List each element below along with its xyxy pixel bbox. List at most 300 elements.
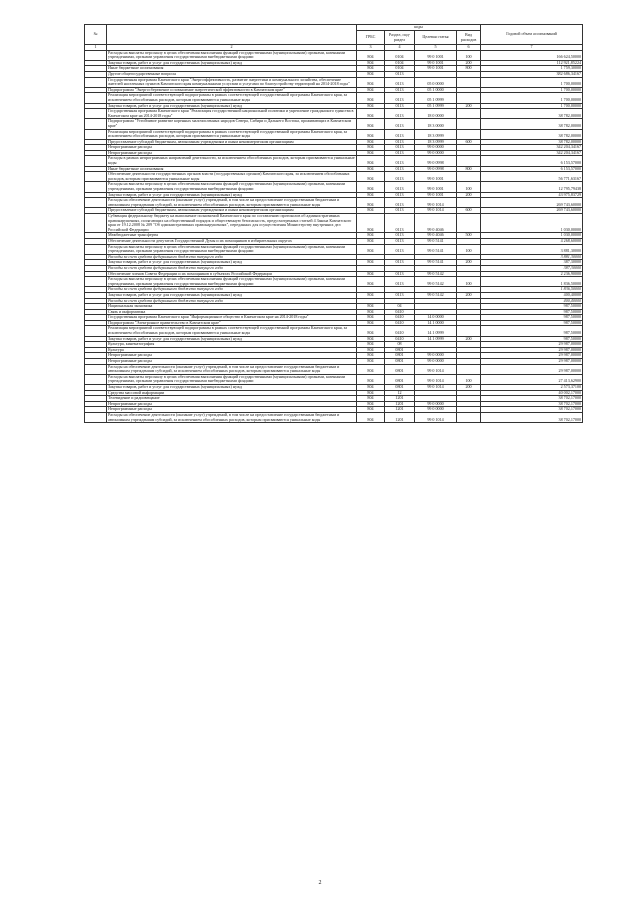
cell-volume: 38 782,00000 bbox=[481, 129, 583, 139]
cell-name: Иные бюджетные ассигнования bbox=[107, 66, 357, 72]
cell-grbs: 804 bbox=[357, 119, 385, 129]
table-row bbox=[85, 374, 583, 384]
cell-razdel: 0113 bbox=[385, 233, 415, 239]
cell-grbs: 804 bbox=[357, 198, 385, 208]
cell-razdel: 0113 bbox=[385, 271, 415, 277]
cell-vid bbox=[457, 156, 481, 166]
cell-razdel: 0113 bbox=[385, 208, 415, 214]
cell-num bbox=[85, 129, 107, 139]
table-row bbox=[85, 109, 583, 119]
cell-num bbox=[85, 172, 107, 182]
cell-statya: 99 0 0000 bbox=[415, 150, 457, 156]
cell-razdel: 0410 bbox=[385, 320, 415, 326]
cell-grbs: 804 bbox=[357, 385, 385, 391]
cell-grbs: 804 bbox=[357, 407, 385, 413]
cell-razdel: 0801 bbox=[385, 347, 415, 353]
col-index: 5 bbox=[415, 45, 457, 51]
cell-volume: 38 702,17000 bbox=[481, 412, 583, 422]
cell-name: Культура, кинематография bbox=[107, 342, 357, 348]
cell-num bbox=[85, 244, 107, 254]
cell-vid bbox=[457, 412, 481, 422]
cell-volume: 1 759,30000 bbox=[481, 66, 583, 72]
cell-razdel: 0801 bbox=[385, 385, 415, 391]
cell-vid: 800 bbox=[457, 66, 481, 72]
cell-name: Подпрограмма "Энергосбережение и повышение энергетической эффективности в Камчатском крае" bbox=[107, 87, 357, 93]
cell-name: Предоставление субсидий бюджетным, автономным учреждениям и иным некоммерческим организациям bbox=[107, 139, 357, 145]
cell-statya: 14 1 0999 bbox=[415, 326, 457, 336]
cell-grbs: 804 bbox=[357, 156, 385, 166]
cell-name: Расходы за счет средств федерального бюджета текущего года bbox=[107, 265, 357, 271]
cell-statya: 99 0 5142 bbox=[415, 292, 457, 298]
cell-name: Закупка товаров, работ и услуг для государственных (муниципальных) нужд bbox=[107, 60, 357, 66]
cell-razdel: 0113 bbox=[385, 87, 415, 93]
cell-name: Национальная экономика bbox=[107, 304, 357, 310]
cell-name: Предоставление субсидий бюджетным, автономным учреждениям и иным некоммерческим организациям bbox=[107, 208, 357, 214]
cell-volume: 4 268,60000 bbox=[481, 238, 583, 244]
cell-volume: 29 987,00000 bbox=[481, 347, 583, 353]
cell-num bbox=[85, 119, 107, 129]
cell-vid: 200 bbox=[457, 60, 481, 66]
cell-volume: 382 686,34167 bbox=[481, 71, 583, 77]
cell-name: Непрограммные расходы bbox=[107, 353, 357, 359]
cell-grbs: 804 bbox=[357, 396, 385, 402]
cell-volume: 1 700,00000 bbox=[481, 103, 583, 109]
cell-vid: 600 bbox=[457, 139, 481, 145]
cell-volume: 342 204,34167 bbox=[481, 150, 583, 156]
cell-grbs: 804 bbox=[357, 260, 385, 266]
cell-vid: 200 bbox=[457, 103, 481, 109]
cell-volume: 166 624,50000 bbox=[481, 50, 583, 60]
cell-name: Расходы за счет средств федерального бюджета текущего года bbox=[107, 287, 357, 293]
cell-grbs: 804 bbox=[357, 87, 385, 93]
cell-vid bbox=[457, 172, 481, 182]
table-row bbox=[85, 50, 583, 60]
cell-name: Обеспечение членов Совета Федерации и их помощников в субъектах Российской Федерации bbox=[107, 271, 357, 277]
cell-grbs: 804 bbox=[357, 66, 385, 72]
cell-num bbox=[85, 326, 107, 336]
cell-razdel: 1201 bbox=[385, 412, 415, 422]
cell-volume: 987,50000 bbox=[481, 320, 583, 326]
cell-name: Расходы за счет средств федерального бюджета текущего года bbox=[107, 298, 357, 304]
col-index: 3 bbox=[357, 45, 385, 51]
cell-statya: 99 0 0998 bbox=[415, 156, 457, 166]
cell-volume: 29 987,00000 bbox=[481, 364, 583, 374]
cell-razdel: 0113 bbox=[385, 93, 415, 103]
cell-razdel: 0113 bbox=[385, 244, 415, 254]
col-statya-header: Целевая статья bbox=[415, 31, 457, 45]
cell-volume: 56 771,63167 bbox=[481, 172, 583, 182]
cell-name: Иные бюджетные ассигнования bbox=[107, 166, 357, 172]
cell-razdel: 0113 bbox=[385, 214, 415, 233]
col-name-header bbox=[107, 25, 357, 45]
cell-num bbox=[85, 364, 107, 374]
cell-name: Государственная программа Камчатского края "Реализация государственной национальной политики и укрепление гражданского единства в Камчатском крае на 2014-2018 годы" bbox=[107, 109, 357, 119]
cell-vid: 200 bbox=[457, 260, 481, 266]
cell-name: Непрограммные расходы bbox=[107, 359, 357, 365]
cell-grbs: 804 bbox=[357, 60, 385, 66]
cell-razdel: 0113 bbox=[385, 71, 415, 77]
cell-grbs: 804 bbox=[357, 304, 385, 310]
cell-grbs: 804 bbox=[357, 71, 385, 77]
cell-name: Государственная программа Камчатского края "Информационное общество в Камчатском крае на 2014-2018 годы" bbox=[107, 315, 357, 321]
cell-razdel: 1201 bbox=[385, 396, 415, 402]
cell-volume: 38 702,17000 bbox=[481, 401, 583, 407]
cell-name: Обеспечение деятельности депутатов Государственной Думы и их помощников в избирательных округах bbox=[107, 238, 357, 244]
cell-grbs: 804 bbox=[357, 172, 385, 182]
cell-name: Другие общегосударственные вопросы bbox=[107, 71, 357, 77]
cell-vid bbox=[457, 77, 481, 87]
cell-statya: 99 0 0000 bbox=[415, 353, 457, 359]
cell-statya: 99 0 1014 bbox=[415, 374, 457, 384]
cell-name: Межбюджетные трансферты bbox=[107, 233, 357, 239]
cell-volume: 1 836,50000 bbox=[481, 287, 583, 293]
cell-name: Расходы на выплаты персоналу в целях обеспечения выполнения функций государственными (муниципальными) органами, казенными учреждениями, органами управления государственными внебюджетными фондами bbox=[107, 50, 357, 60]
table-row bbox=[85, 412, 583, 422]
cell-vid: 200 bbox=[457, 292, 481, 298]
table-row bbox=[85, 326, 583, 336]
cell-name: Закупка товаров, работ и услуг для государственных (муниципальных) нужд bbox=[107, 336, 357, 342]
cell-statya: 99 0 5142 bbox=[415, 277, 457, 287]
cell-grbs: 804 bbox=[357, 192, 385, 198]
cell-num bbox=[85, 77, 107, 87]
cell-name: Расходы в рамках непрограммных направлений деятельности, за исключением обособленных расходов, которым присваиваются уникальные коды bbox=[108, 155, 355, 166]
col-vid-header: Вид расходов bbox=[457, 31, 481, 45]
cell-num bbox=[85, 93, 107, 103]
cell-statya: 99 0 5141 bbox=[415, 244, 457, 254]
cell-volume: 112 921,85224 bbox=[481, 60, 583, 66]
cell-name: Средства массовой информации bbox=[107, 390, 357, 396]
cell-vid bbox=[457, 326, 481, 336]
cell-vid bbox=[457, 364, 481, 374]
cell-statya: 14 1 0999 bbox=[415, 336, 457, 342]
col-volume-header: Годовой объем ассигнований bbox=[481, 25, 583, 45]
cell-volume: 1 700,00000 bbox=[481, 77, 583, 87]
cell-statya: 99 0 5141 bbox=[415, 238, 457, 244]
cell-statya: 18 3 0999 bbox=[415, 129, 457, 139]
cell-num bbox=[85, 412, 107, 422]
cell-vid bbox=[457, 119, 481, 129]
cell-vid bbox=[457, 129, 481, 139]
cell-razdel: 0801 bbox=[385, 364, 415, 374]
cell-grbs: 804 bbox=[357, 374, 385, 384]
cell-num bbox=[85, 374, 107, 384]
cell-name: Реализация мероприятий соответствующей подпрограммы в рамках соответствующей государственной программы Камчатского края, за исключением обособленных расходов, которым присваиваются уникальные коды bbox=[107, 326, 357, 336]
cell-statya: 99 0 1014 bbox=[415, 198, 457, 208]
cell-grbs: 804 bbox=[357, 320, 385, 326]
cell-razdel: 0104 bbox=[385, 50, 415, 60]
cell-razdel: 0113 bbox=[385, 145, 415, 151]
table-row bbox=[85, 214, 583, 233]
cell-volume: 6 153,57000 bbox=[481, 166, 583, 172]
cell-grbs: 804 bbox=[357, 233, 385, 239]
cell-razdel: 0113 bbox=[385, 182, 415, 192]
cell-volume: 987,50000 bbox=[481, 326, 583, 336]
cell-name: Расходы на выплаты персоналу в целях обеспечения выполнения функций государственными (муниципальными) органами, казенными учреждениями, органами управления государственными внебюджетными фондами bbox=[107, 182, 357, 192]
cell-razdel: 0113 bbox=[385, 292, 415, 298]
cell-grbs: 804 bbox=[357, 77, 385, 87]
cell-razdel: 04 bbox=[385, 304, 415, 310]
cell-name: Подпрограмма "Устойчивое развитие коренных малочисленных народов Севера, Сибири и Дальнего Востока, проживающих в Камчатском крае" bbox=[107, 119, 357, 129]
cell-statya: 99 0 0998 bbox=[415, 166, 457, 172]
cell-name: Непрограммные расходы bbox=[107, 145, 357, 151]
cell-statya: 99 0 0000 bbox=[415, 401, 457, 407]
cell-name: Культура bbox=[107, 347, 357, 353]
cell-volume: 38 702,17000 bbox=[481, 407, 583, 413]
cell-statya: 99 0 1001 bbox=[415, 182, 457, 192]
table-row bbox=[85, 364, 583, 374]
cell-volume: 40 002,17000 bbox=[481, 390, 583, 396]
cell-volume: 1 030,00000 bbox=[481, 214, 583, 233]
col-razdel-header: Раздел, под-раздел bbox=[385, 31, 415, 45]
cell-statya: 05 1 0999 bbox=[415, 103, 457, 109]
cell-razdel: 1201 bbox=[385, 401, 415, 407]
col-index: 2 bbox=[107, 45, 357, 51]
cell-razdel: 0113 bbox=[385, 277, 415, 287]
cell-vid: 200 bbox=[457, 336, 481, 342]
cell-num bbox=[85, 182, 107, 192]
cell-razdel: 0801 bbox=[385, 374, 415, 384]
cell-razdel: 0113 bbox=[385, 103, 415, 109]
cell-grbs: 804 bbox=[357, 214, 385, 233]
cell-name: Государственная программа Камчатского края "Энергоэффективность, развитие энергетики и коммунального хозяйства, обеспечение жителей населенных пунктов Камчатского края коммунальными услугами и услугами по благоустройству территорий на 2014-2018 годы" bbox=[107, 77, 357, 87]
cell-grbs: 804 bbox=[357, 401, 385, 407]
cell-razdel: 0113 bbox=[385, 109, 415, 119]
cell-grbs: 804 bbox=[357, 277, 385, 287]
cell-razdel: 0410 bbox=[385, 309, 415, 315]
cell-vid: 500 bbox=[457, 233, 481, 239]
cell-vid: 100 bbox=[457, 374, 481, 384]
cell-grbs: 804 bbox=[357, 208, 385, 214]
cell-grbs: 804 bbox=[357, 238, 385, 244]
cell-razdel: 0113 bbox=[385, 238, 415, 244]
table-row bbox=[85, 93, 583, 103]
cell-razdel: 0113 bbox=[385, 129, 415, 139]
table-row bbox=[85, 182, 583, 192]
col-index: 1 bbox=[85, 45, 107, 51]
cell-razdel: 0113 bbox=[385, 77, 415, 87]
cell-name: Закупка товаров, работ и услуг для государственных (муниципальных) нужд bbox=[107, 292, 357, 298]
cell-name: Закупка товаров, работ и услуг для государственных (муниципальных) нужд bbox=[107, 192, 357, 198]
cell-volume: 1 030,00000 bbox=[481, 233, 583, 239]
cell-volume: 1 836,50000 bbox=[481, 277, 583, 287]
cell-razdel: 0410 bbox=[385, 326, 415, 336]
cell-num bbox=[85, 109, 107, 119]
cell-grbs: 804 bbox=[357, 309, 385, 315]
cell-razdel: 0113 bbox=[385, 166, 415, 172]
cell-statya: 05 1 0999 bbox=[415, 93, 457, 103]
cell-grbs: 804 bbox=[357, 326, 385, 336]
cell-grbs: 804 bbox=[357, 347, 385, 353]
table-row bbox=[85, 119, 583, 129]
cell-volume: 987,50000 bbox=[481, 315, 583, 321]
cell-grbs: 804 bbox=[357, 145, 385, 151]
col-num-header: № bbox=[85, 25, 107, 45]
cell-volume: 29 987,00000 bbox=[481, 353, 583, 359]
cell-vid: 100 bbox=[457, 50, 481, 60]
cell-grbs: 804 bbox=[357, 353, 385, 359]
cell-volume: 342 204,34167 bbox=[481, 145, 583, 151]
budget-table bbox=[84, 24, 583, 423]
cell-name: Обеспечение деятельности государственных органов власти (государственных органов) Камчатского края, за исключением обособленных расходов, которым присваиваются уникальные коды bbox=[107, 172, 357, 182]
col-grbs-header: ГРБС bbox=[357, 31, 385, 45]
col-index: 6 bbox=[457, 45, 481, 51]
cell-num bbox=[85, 214, 107, 233]
cell-grbs: 804 bbox=[357, 166, 385, 172]
cell-statya: 99 0 0000 bbox=[415, 359, 457, 365]
cell-num bbox=[85, 50, 107, 60]
cell-vid bbox=[457, 198, 481, 208]
cell-grbs: 804 bbox=[357, 292, 385, 298]
cell-volume: 6 153,57000 bbox=[481, 156, 583, 166]
table-row bbox=[85, 198, 583, 208]
cell-vid: 200 bbox=[457, 385, 481, 391]
cell-statya: 99 0 5142 bbox=[415, 271, 457, 277]
cell-vid: 200 bbox=[457, 192, 481, 198]
table-row bbox=[85, 156, 583, 166]
cell-name: Реализация мероприятий соответствующей подпрограммы в рамках соответствующей государственной программы Камчатского края, за исключением обособленных расходов, которым присваиваются уникальные коды bbox=[107, 93, 357, 103]
cell-razdel: 0113 bbox=[385, 192, 415, 198]
cell-razdel: 0113 bbox=[385, 139, 415, 145]
cell-grbs: 804 bbox=[357, 50, 385, 60]
codes-group-header: коды bbox=[357, 25, 481, 31]
cell-vid bbox=[457, 109, 481, 119]
cell-statya: 99 0 1014 bbox=[415, 385, 457, 391]
cell-volume: 987,50000 bbox=[481, 304, 583, 310]
cell-statya: 18 3 0999 bbox=[415, 139, 457, 145]
cell-name: Связь и информатика bbox=[107, 309, 357, 315]
cell-volume: 38 702,17000 bbox=[481, 396, 583, 402]
cell-grbs: 804 bbox=[357, 271, 385, 277]
cell-name: Закупка товаров, работ и услуг для государственных (муниципальных) нужд bbox=[107, 385, 357, 391]
cell-razdel: 08 bbox=[385, 342, 415, 348]
cell-vid: 100 bbox=[457, 244, 481, 254]
cell-statya: 99 0 5141 bbox=[415, 260, 457, 266]
cell-grbs: 804 bbox=[357, 412, 385, 422]
cell-name: Расходы на обеспечение деятельности (оказание услуг) учреждений, в том числе на предоставление государственным бюджетным и автономным учреждениям субсидий, за исключением обособленных расходов, которым присваиваются уникальные коды bbox=[107, 412, 357, 422]
cell-grbs: 804 bbox=[357, 390, 385, 396]
cell-volume: 1 700,00000 bbox=[481, 93, 583, 103]
table-row bbox=[85, 277, 583, 287]
cell-vid bbox=[457, 93, 481, 103]
cell-razdel: 0410 bbox=[385, 315, 415, 321]
cell-razdel: 1201 bbox=[385, 407, 415, 413]
cell-volume: 269 743,60000 bbox=[481, 208, 583, 214]
cell-num bbox=[85, 277, 107, 287]
cell-grbs: 804 bbox=[357, 129, 385, 139]
budget-table-sheet bbox=[84, 24, 582, 423]
cell-statya: 18 0 0000 bbox=[415, 109, 457, 119]
cell-volume: 12 795,79438 bbox=[481, 182, 583, 192]
cell-name: Непрограммные расходы bbox=[107, 150, 357, 156]
cell-volume: 987,50000 bbox=[481, 336, 583, 342]
cell-razdel: 0410 bbox=[385, 336, 415, 342]
cell-name: Непрограммные расходы bbox=[107, 407, 357, 413]
cell-razdel: 0113 bbox=[385, 119, 415, 129]
cell-statya: 99 0 1001 bbox=[415, 192, 457, 198]
cell-volume: 38 782,00000 bbox=[481, 109, 583, 119]
cell-razdel: 0113 bbox=[385, 150, 415, 156]
cell-num bbox=[85, 198, 107, 208]
cell-name: Подпрограмма "Электронное правительство в Камчатском крае" bbox=[107, 320, 357, 326]
cell-vid bbox=[457, 214, 481, 233]
cell-vid: 800 bbox=[457, 166, 481, 172]
cell-volume: 27 413,62900 bbox=[481, 374, 583, 384]
cell-statya: 05 1 0000 bbox=[415, 87, 457, 93]
cell-statya: 99 0 4046 bbox=[415, 233, 457, 239]
cell-volume: 1 700,00000 bbox=[481, 87, 583, 93]
cell-volume: 2 236,90000 bbox=[481, 271, 583, 277]
cell-name: Закупка товаров, работ и услуг для государственных (муниципальных) нужд bbox=[107, 103, 357, 109]
cell-razdel: 0801 bbox=[385, 353, 415, 359]
cell-volume: 269 743,60000 bbox=[481, 198, 583, 208]
page-number: 2 bbox=[318, 880, 322, 886]
cell-name: Закупка товаров, работ и услуг для государственных (муниципальных) нужд bbox=[107, 260, 357, 266]
cell-statya: 99 0 0000 bbox=[415, 407, 457, 413]
cell-name: Расходы на выплаты персоналу в целях обеспечения выполнения функций государственными (муниципальными) органами, казенными учреждениями, органами управления государственными внебюджетными фондами bbox=[107, 277, 357, 287]
cell-volume: 38 782,00000 bbox=[481, 119, 583, 129]
cell-num bbox=[85, 156, 107, 166]
cell-volume: 400,40000 bbox=[481, 298, 583, 304]
cell-statya: 14 0 0000 bbox=[415, 315, 457, 321]
cell-name: Расходы на обеспечение деятельности (оказание услуг) учреждений, в том числе на предоставление государственным бюджетным и автономным учреждениям субсидий, за исключением обособленных расходов, которым присваиваются уникальные коды bbox=[107, 364, 357, 374]
cell-statya: 99 0 1014 bbox=[415, 412, 457, 422]
cell-volume: 43 975,83729 bbox=[481, 192, 583, 198]
cell-razdel: 0113 bbox=[385, 156, 415, 166]
table-row bbox=[85, 244, 583, 254]
cell-statya: 99 0 1014 bbox=[415, 208, 457, 214]
cell-volume: 38 782,00000 bbox=[481, 139, 583, 145]
cell-volume: 400,40000 bbox=[481, 292, 583, 298]
cell-grbs: 804 bbox=[357, 150, 385, 156]
cell-grbs: 804 bbox=[357, 336, 385, 342]
cell-statya: 18 3 0000 bbox=[415, 119, 457, 129]
cell-razdel: 12 bbox=[385, 390, 415, 396]
cell-razdel: 0113 bbox=[385, 260, 415, 266]
cell-statya: 99 0 1001 bbox=[415, 50, 457, 60]
cell-volume: 29 987,00000 bbox=[481, 342, 583, 348]
cell-volume: 987,50000 bbox=[481, 309, 583, 315]
cell-grbs: 804 bbox=[357, 139, 385, 145]
cell-grbs: 804 bbox=[357, 315, 385, 321]
cell-name: Расходы на выплаты персоналу в целях обеспечения выполнения функций государственными (муниципальными) органами, казенными учреждениями, органами управления государственными внебюджетными фондами bbox=[107, 374, 357, 384]
cell-volume: 387,30000 bbox=[481, 260, 583, 266]
cell-volume: 2 573,37100 bbox=[481, 385, 583, 391]
cell-vid: 100 bbox=[457, 277, 481, 287]
cell-name: Субвенция федеральному бюджету на выполнение полномочий Камчатского края по составлению протоколов об административных правонарушениях, посягающих на общественный порядок и общественную безопасность, предусмотренных статьей 4 Закона Камчатского края от 19.12.2008 № 209 "Об административных правонарушениях", переданных для осуществления Министерству внутренних дел Российской Федерации bbox=[107, 214, 357, 233]
cell-name: Телевидение и радиовещание bbox=[107, 396, 357, 402]
cell-name: Расходы на обеспечение деятельности (оказание услуг) учреждений, в том числе на предоставление государственным бюджетным и автономным учреждениям субсидий, за исключением обособленных расходов, которым присваиваются уникальные коды bbox=[107, 198, 357, 208]
cell-statya: 99 0 1014 bbox=[415, 364, 457, 374]
col-index: 4 bbox=[385, 45, 415, 51]
table-row bbox=[85, 77, 583, 87]
cell-razdel: 0104 bbox=[385, 66, 415, 72]
cell-name: Расходы за счет средств федерального бюджета текущего года bbox=[107, 254, 357, 260]
cell-statya: 99 0 1001 bbox=[415, 60, 457, 66]
col-index: 7 bbox=[481, 45, 583, 51]
cell-grbs: 804 bbox=[357, 364, 385, 374]
cell-name: Реализация мероприятий соответствующей подпрограммы в рамках соответствующей государственной программы Камчатского края, за исключением обособленных расходов, которым присваиваются уникальные коды bbox=[107, 129, 357, 139]
cell-razdel: 0801 bbox=[385, 359, 415, 365]
cell-grbs: 804 bbox=[357, 359, 385, 365]
cell-statya: 05 0 0000 bbox=[415, 77, 457, 87]
cell-name: Расходы на выплаты персоналу в целях обеспечения выполнения функций государственными (муниципальными) органами, казенными учреждениями, органами управления государственными внебюджетными фондами bbox=[107, 244, 357, 254]
cell-vid: 600 bbox=[457, 208, 481, 214]
table-row bbox=[85, 129, 583, 139]
cell-grbs: 804 bbox=[357, 93, 385, 103]
cell-statya: 14 1 0000 bbox=[415, 320, 457, 326]
cell-grbs: 804 bbox=[357, 182, 385, 192]
cell-volume: 387,30000 bbox=[481, 265, 583, 271]
